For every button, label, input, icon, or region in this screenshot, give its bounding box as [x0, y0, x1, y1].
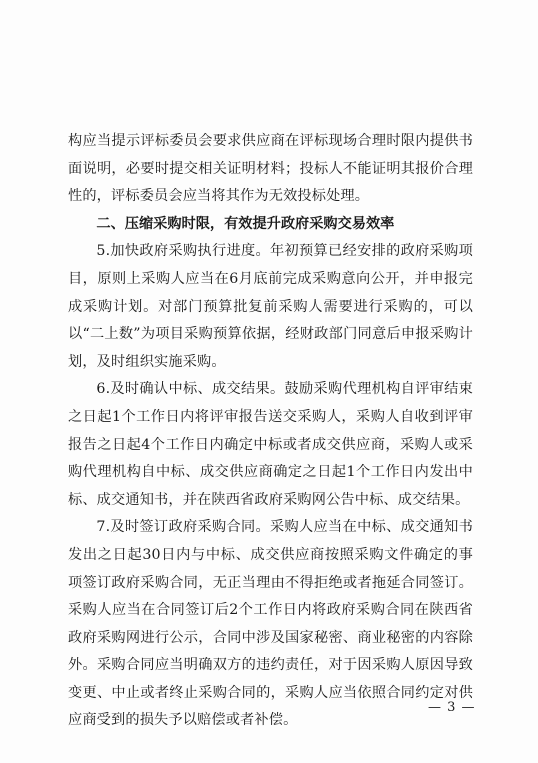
paragraph-item-5: 5.加快政府采购执行进度。年初预算已经安排的政府采购项目，原则上采购人应当在6月底前完成采购意向公开，并申报完成采购计划。对部门预算批复前采购人需要进行采购的，可以以“二上数”为项目采购预算依据，经财政部门同意后申报采购计划，及时组织实施采购。 [68, 243, 473, 370]
paragraph-item-7: 7.及时签订政府采购合同。采购人应当在中标、成交通知书发出之日起30日内与中标、成交供应商按照采购文件确定的事项签订政府采购合同，无正当理由不得拒绝或者拖延合同签订。采购人应当在合同签订后2个工作日内将政府采购合同在陕西省政府采购网进行公示，合同中涉及国家秘密、商业秘密的内容除外。采购合同应当明确双方的违约责任，对于因采购人原因导致变更、中止或者终止采购合同的，采购人应当依照合同约定对供应商受到的损失予以赔偿或者补偿。 [68, 519, 473, 729]
paragraph-item-6: 6.及时确认中标、成交结果。鼓励采购代理机构自评审结束之日起1个工作日内将评审报告送交采购人，采购人自收到评审报告之日起4个工作日内确定中标或者成交供应商，采购人或采购代理机构自中标、成交供应商确定之日起1个工作日内发出中标、成交通知书，并在陕西省政府采购网公告中标、成交结果。 [68, 381, 473, 508]
continuation-paragraph: 构应当提示评标委员会要求供应商在评标现场合理时限内提供书面说明，必要时提交相关证明材料；投标人不能证明其报价合理性的，评标委员会应当将其作为无效投标处理。 [68, 133, 473, 205]
page-number: — 3 — [428, 700, 476, 715]
section-heading: 二、压缩采购时限，有效提升政府采购交易效率 [96, 215, 395, 232]
document-body [68, 128, 473, 735]
